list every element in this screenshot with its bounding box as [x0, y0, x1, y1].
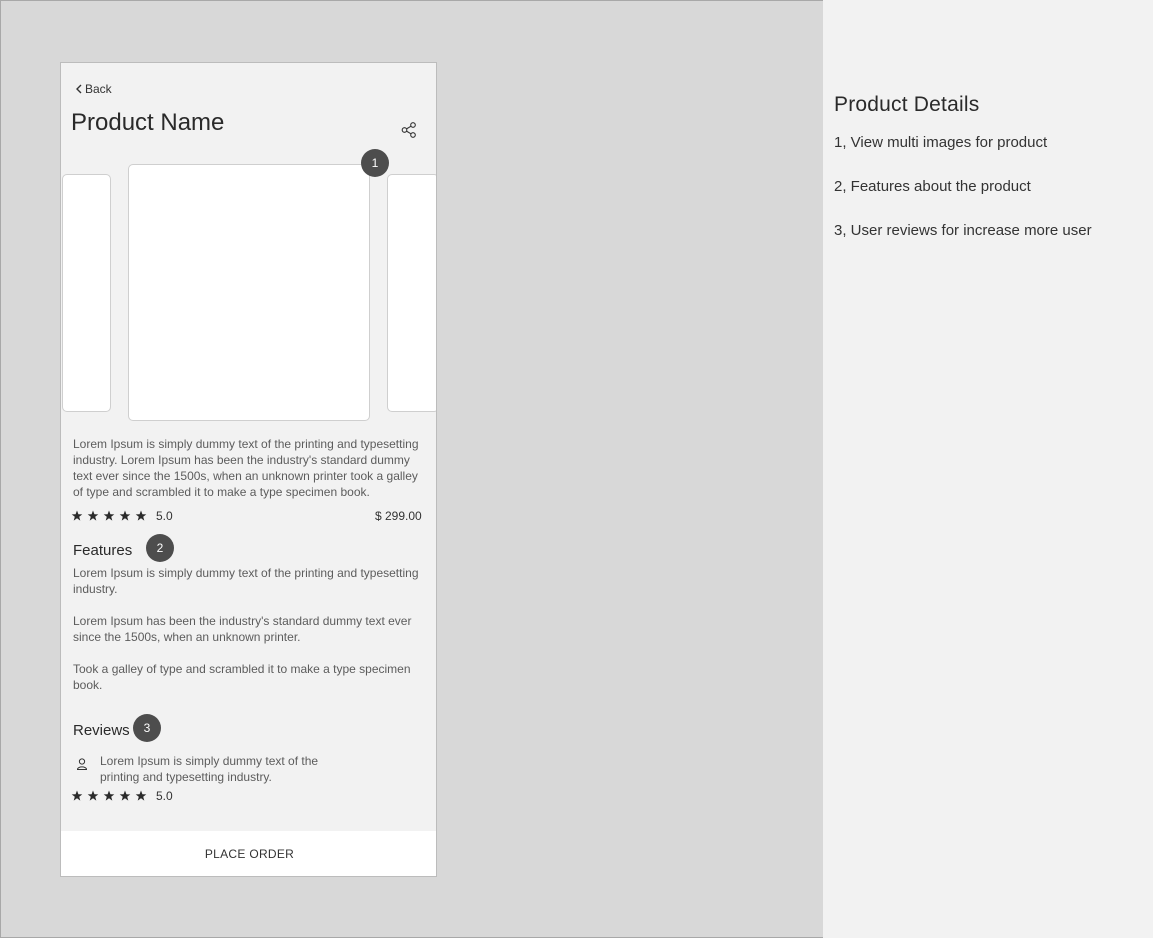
share-icon[interactable]	[400, 121, 418, 139]
product-rating	[71, 509, 173, 523]
review-rating-score: 5.0	[156, 789, 173, 803]
star-icon	[135, 510, 151, 522]
note-item: 1, View multi images for product	[834, 134, 1048, 151]
rating-score: 5.0	[156, 509, 173, 523]
product-description: Lorem Ipsum is simply dummy text of the printing and typesetting industry. Lorem Ipsum has been the industry's standard dummy text ever since the 1500s, when an unknown printer took a galley of type and scrambled it to make a type specimen book.	[73, 437, 419, 499]
annotation-badge-3: 3	[133, 714, 161, 742]
review-text: Lorem Ipsum is simply dummy text of the printing and typesetting industry.	[100, 754, 319, 784]
annotation-badge-1: 1	[361, 149, 389, 177]
feature-item: Lorem Ipsum is simply dummy text of the printing and typesetting industry.	[73, 566, 419, 596]
product-image-previous[interactable]	[62, 174, 111, 412]
back-button[interactable]	[76, 82, 112, 96]
star-icon	[103, 510, 119, 522]
back-label: Back	[85, 82, 112, 96]
phone-screen	[60, 62, 437, 877]
star-icon	[135, 790, 151, 802]
annotation-badge-2: 2	[146, 534, 174, 562]
review-rating	[71, 789, 173, 803]
star-icon	[71, 510, 87, 522]
star-icon	[87, 510, 103, 522]
star-icon	[119, 790, 135, 802]
star-icon	[103, 790, 119, 802]
place-order-button[interactable]: PLACE ORDER	[61, 830, 437, 877]
product-title: Product Name	[71, 109, 225, 136]
product-image-main[interactable]	[128, 164, 370, 421]
notes-title: Product Details	[834, 93, 980, 116]
note-item: 3, User reviews for increase more user	[834, 222, 1092, 239]
notes-panel	[823, 0, 1153, 938]
star-icon	[71, 790, 87, 802]
note-item: 2, Features about the product	[834, 178, 1031, 195]
product-image-next[interactable]	[387, 174, 437, 412]
reviews-heading: Reviews	[73, 722, 130, 739]
user-icon	[76, 757, 88, 771]
feature-item: Lorem Ipsum has been the industry's standard dummy text ever since the 1500s, when an unknown printer.	[73, 614, 412, 644]
features-heading: Features	[73, 542, 133, 559]
star-icon	[87, 790, 103, 802]
chevron-left-icon	[76, 84, 82, 94]
feature-item: Took a galley of type and scrambled it to make a type specimen book.	[73, 662, 411, 692]
star-icon	[119, 510, 135, 522]
product-price: $ 299.00	[375, 509, 422, 523]
